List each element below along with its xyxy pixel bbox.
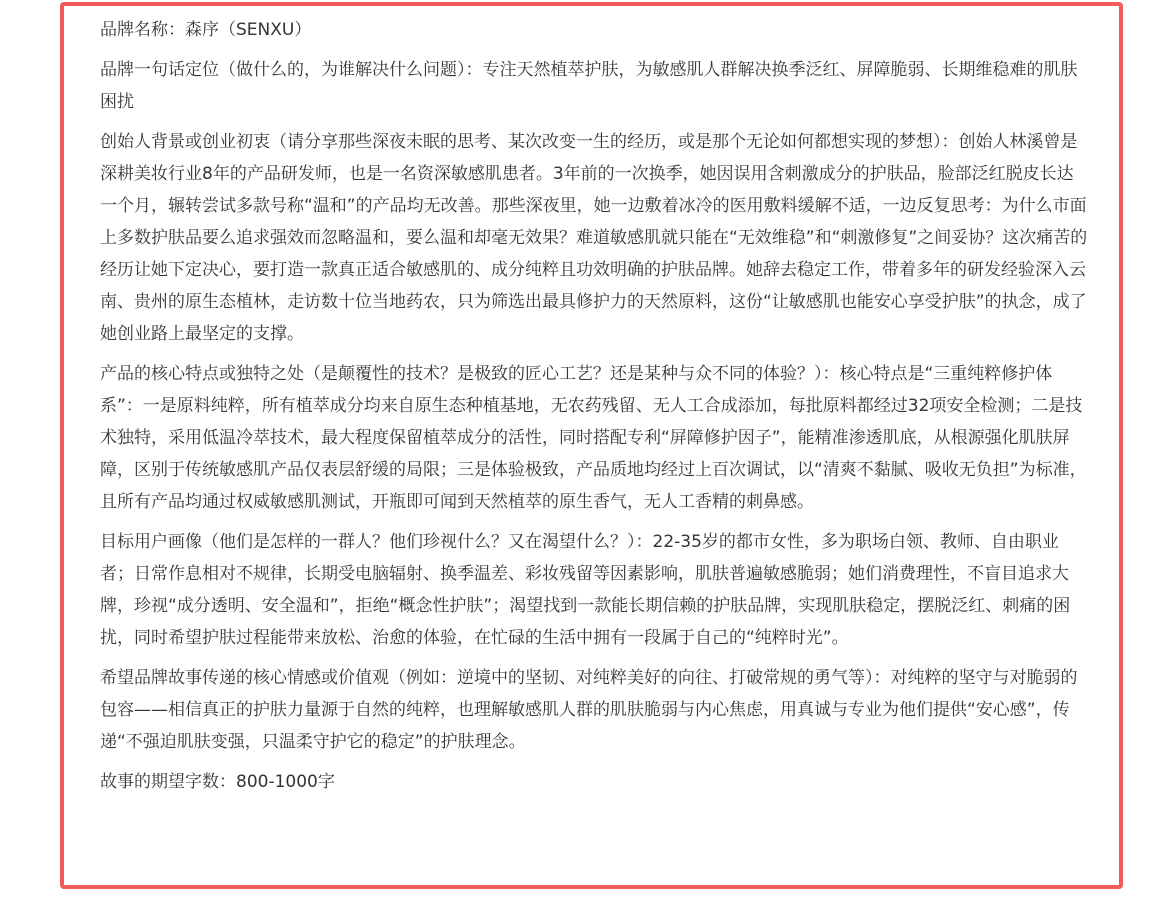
product-features-paragraph: 产品的核心特点或独特之处（是颠覆性的技术？是极致的匠心工艺？还是某种与众不同的体验？）：核心特点是“三重纯粹修护体系”：一是原料纯粹，所有植萃成分均来自原生态种植基地，无农药残留、无人工合成添加，每批原料都经过32项安全检测；二是技术独特，采用低温冷萃技术，最大程度保留植萃成分的活性，同时搭配专利“屏障修护因子”，能精准渗透肌底，从根源强化肌肤屏障，区别于传统敏感肌产品仅表层舒缓的局限；三是体验极致，产品质地均经过上百次调试，以“清爽不黏腻、吸收无负担”为标准，且所有产品均通过权威敏感肌测试，开瓶即可闻到天然植萃的原生香气，无人工香精的刺鼻感。 — [100, 364, 1087, 512]
core-values-paragraph: 希望品牌故事传递的核心情感或价值观（例如：逆境中的坚韧、对纯粹美好的向往、打破常规的勇气等）：对纯粹的坚守与对脆弱的包容——相信真正的护肤力量源于自然的纯粹，也理解敏感肌人群的肌肤脆弱与内心焦虑，用真诚与专业为他们提供“安心感”，传递“不强迫肌肤变强，只温柔守护它的稳定”的护肤理念。 — [100, 668, 1078, 752]
brand-brief-text — [100, 14, 1090, 806]
target-user-paragraph: 目标用户画像（他们是怎样的一群人？他们珍视什么？又在渴望什么？）：22-35岁的都市女性，多为职场白领、教师、自由职业者；日常作息相对不规律，长期受电脑辐射、换季温差、彩妆残留等因素影响，肌肤普遍敏感脆弱；她们消费理性，不盲目追求大牌，珍视“成分透明、安全温和”，拒绝“概念性护肤”；渴望找到一款能长期信赖的护肤品牌，实现肌肤稳定，摆脱泛红、刺痛的困扰，同时希望护肤过程能带来放松、治愈的体验，在忙碌的生活中拥有一段属于自己的“纯粹时光”。 — [100, 532, 1071, 648]
content-frame — [60, 2, 1123, 889]
founder-background-paragraph: 创始人背景或创业初衷（请分享那些深夜未眠的思考、某次改变一生的经历，或是那个无论如何都想实现的梦想）：创始人林溪曾是深耕美妆行业8年的产品研发师，也是一名资深敏感肌患者。3年前的一次换季，她因误用含刺激成分的护肤品，脸部泛红脱皮长达一个月，辗转尝试多款号称“温和”的产品均无改善。那些深夜里，她一边敷着冰冷的医用敷料缓解不适，一边反复思考：为什么市面上多数护肤品要么追求强效而忽略温和，要么温和却毫无效果？难道敏感肌就只能在“无效维稳”和“刺激修复”之间妥协？这次痛苦的经历让她下定决心，要打造一款真正适合敏感肌的、成分纯粹且功效明确的护肤品牌。她辞去稳定工作，带着多年的研发经验深入云南、贵州的原生态植林，走访数十位当地药农，只为筛选出最具修护力的天然原料，这份“让敏感肌也能安心享受护肤”的执念，成了她创业路上最坚定的支撑。 — [100, 132, 1088, 344]
brand-name-line: 品牌名称：森序（SENXU） — [100, 20, 312, 40]
word-count-line: 故事的期望字数：800-1000字 — [100, 772, 335, 792]
brand-positioning-paragraph: 品牌一句话定位（做什么的，为谁解决什么问题）：专注天然植萃护肤，为敏感肌人群解决换季泛红、屏障脆弱、长期维稳难的肌肤困扰 — [100, 60, 1078, 112]
